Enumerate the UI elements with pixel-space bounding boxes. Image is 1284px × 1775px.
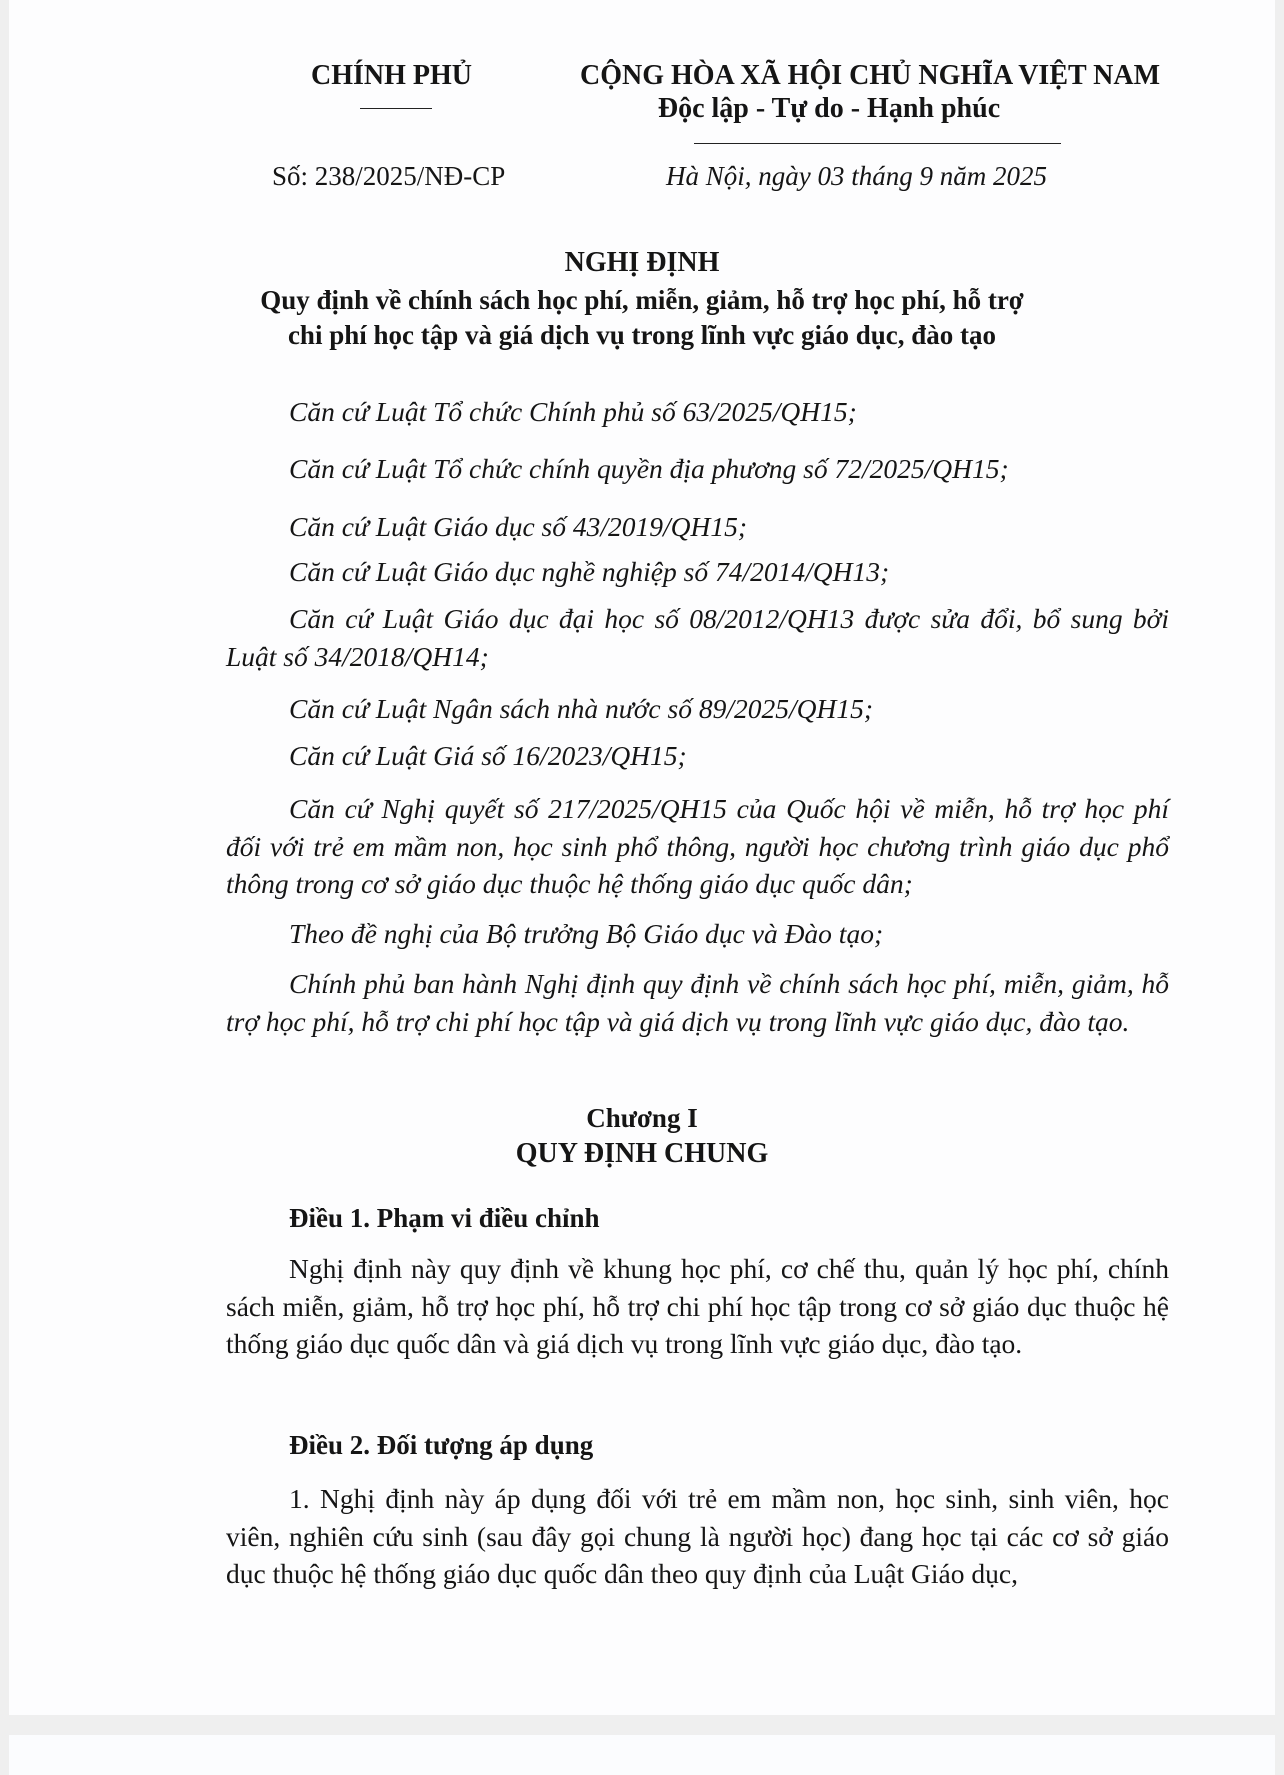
chapter-label: Chương I xyxy=(586,1103,698,1133)
national-motto: Độc lập - Tự do - Hạnh phúc xyxy=(657,93,1001,124)
preamble-item: Căn cứ Luật Giáo dục nghề nghiệp số 74/2014/QH13; xyxy=(289,556,890,587)
document-subject-line-2: chi phí học tập và giá dịch vụ trong lĩnh vực giáo dục, đào tạo xyxy=(287,320,997,350)
preamble-item: Căn cứ Luật Giá số 16/2023/QH15; xyxy=(289,740,687,771)
document-number: Số: 238/2025/NĐ-CP xyxy=(272,161,506,191)
article-2-paragraph: 1. Nghị định này áp dụng đối với trẻ em mầm non, học sinh, sinh viên, học viên, nghiên cứu sinh (sau đây gọi chung là người học) đang học tại các cơ sở giáo dục thuộc hệ thống giáo dục quốc dân theo quy định của Luật Giáo dục, xyxy=(226,1483,1169,1589)
motto-underline-divider xyxy=(694,143,1061,144)
preamble-item: Căn cứ Luật Giáo dục đại học số 08/2012/QH13 được sửa đổi, bổ sung bởi Luật số 34/2018/QH14; xyxy=(226,603,1169,672)
article-1-heading: Điều 1. Phạm vi điều chỉnh xyxy=(289,1203,600,1233)
document-subject-line-1: Quy định về chính sách học phí, miễn, giảm, hỗ trợ học phí, hỗ trợ xyxy=(260,285,1024,315)
proposal-statement: Theo đề nghị của Bộ trưởng Bộ Giáo dục và Đào tạo; xyxy=(289,918,884,949)
agency-underline-divider xyxy=(360,108,432,109)
enactment-statement: Chính phủ ban hành Nghị định quy định về chính sách học phí, miễn, giảm, hỗ trợ học phí, hỗ trợ chi phí học tập và giá dịch vụ trong lĩnh vực giáo dục, đào tạo. xyxy=(226,968,1169,1037)
issuing-agency: CHÍNH PHỦ xyxy=(311,60,472,91)
document-page xyxy=(9,0,1275,1715)
preamble-item: Căn cứ Luật Tổ chức chính quyền địa phương số 72/2025/QH15; xyxy=(289,453,1009,484)
next-page-edge xyxy=(9,1735,1275,1775)
article-2-heading: Điều 2. Đối tượng áp dụng xyxy=(289,1430,594,1460)
preamble-item: Căn cứ Luật Giáo dục số 43/2019/QH15; xyxy=(289,511,748,542)
preamble-item: Căn cứ Nghị quyết số 217/2025/QH15 của Quốc hội về miễn, hỗ trợ học phí đối với trẻ em mầm non, học sinh phổ thông, người học chương trình giáo dục phổ thông trong cơ sở giáo dục thuộc hệ thống giáo dục quốc dân; xyxy=(226,793,1169,899)
place-and-date: Hà Nội, ngày 03 tháng 9 năm 2025 xyxy=(666,161,1047,191)
national-title: CỘNG HÒA XÃ HỘI CHỦ NGHĨA VIỆT NAM xyxy=(580,60,1161,91)
preamble-item: Căn cứ Luật Ngân sách nhà nước số 89/2025/QH15; xyxy=(289,693,873,724)
preamble-item: Căn cứ Luật Tổ chức Chính phủ số 63/2025/QH15; xyxy=(289,396,857,427)
document-type-heading: NGHỊ ĐỊNH xyxy=(564,247,720,278)
chapter-title: QUY ĐỊNH CHUNG xyxy=(515,1138,769,1169)
article-1-paragraph: Nghị định này quy định về khung học phí, cơ chế thu, quản lý học phí, chính sách miễn, giảm, hỗ trợ học phí, hỗ trợ chi phí học tập trong cơ sở giáo dục thuộc hệ thống giáo dục quốc dân và giá dịch vụ trong lĩnh vực giáo dục, đào tạo. xyxy=(226,1253,1169,1359)
